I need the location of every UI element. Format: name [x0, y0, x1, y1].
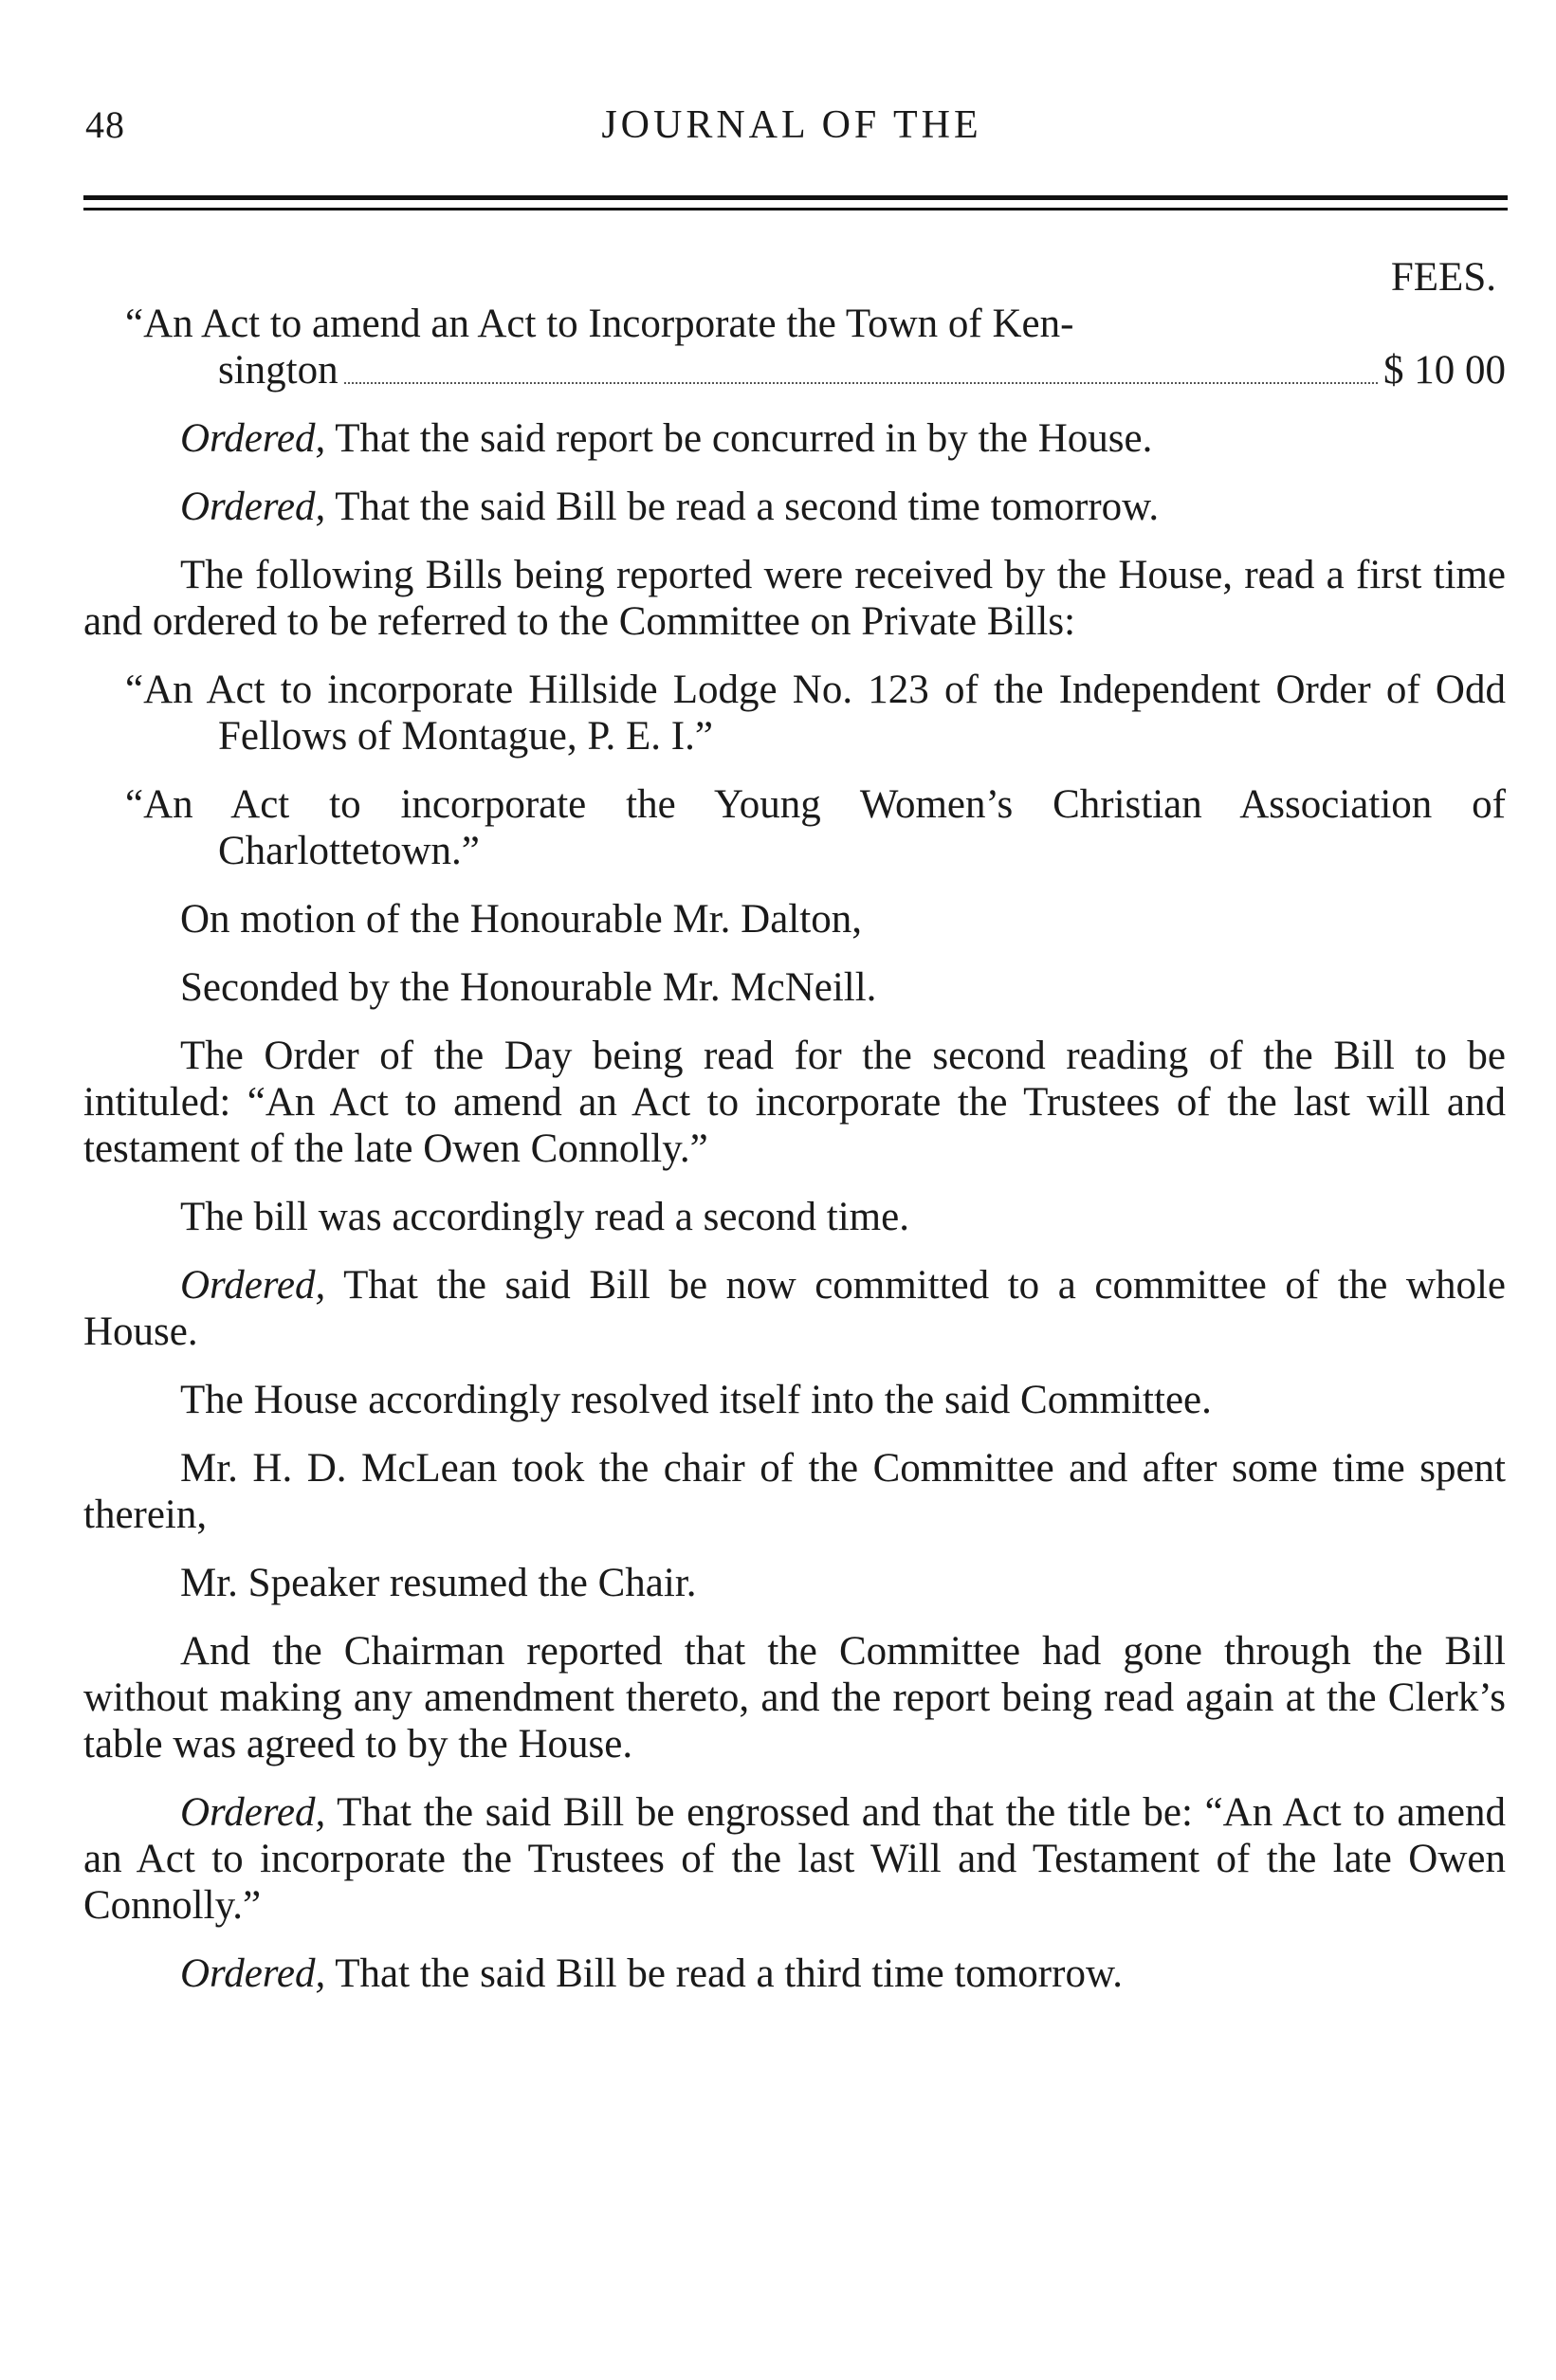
- ordered-label: Ordered,: [180, 416, 326, 461]
- paragraph-seconded: Seconded by the Honourable Mr. McNeill.: [180, 965, 877, 1010]
- paragraph-ordered-2: [83, 484, 1506, 530]
- paragraph-committee: The House accordingly resolved itself into the said Committee.: [180, 1378, 1212, 1422]
- header-rule-thin: [83, 208, 1508, 211]
- fee-entry-line1: “An Act to amend an Act to Incorporate the Town of Ken-: [125, 302, 1074, 346]
- ordered-label: Ordered,: [180, 1790, 326, 1835]
- fees-heading: FEES.: [1390, 255, 1496, 300]
- page-header: [85, 102, 1498, 159]
- paragraph-second-reading: The bill was accordingly read a second time.: [180, 1195, 909, 1239]
- fee-entry-line2: [83, 347, 1506, 394]
- paragraph-text: That the said report be concurred in by the House.: [335, 416, 1153, 461]
- paragraph-text: That the said Bill be engrossed and that the title be: “An Act to amend an Act to incorporate the Trustees of the last Will and Testament of the late Owen Connolly.”: [83, 1790, 1506, 1928]
- bill-ywca: “An Act to incorporate the Young Women’s Christian Association of Charlottetown.”: [125, 782, 1506, 873]
- dot-leader: [344, 382, 1378, 384]
- running-head: JOURNAL OF THE: [601, 103, 982, 147]
- header-rule-thick: [83, 195, 1508, 200]
- paragraph-text: That the said Bill be read a third time tomorrow.: [335, 1951, 1123, 1996]
- ordered-label: Ordered,: [180, 485, 326, 529]
- bill-hillside-lodge: “An Act to incorporate Hillside Lodge No. 123 of the Independent Order of Odd Fellows of Montague, P. E. I.”: [125, 668, 1506, 759]
- paragraph-text: That the said Bill be now committed to a committee of the whole House.: [83, 1263, 1506, 1354]
- paragraph-motion: On motion of the Honourable Mr. Dalton,: [180, 897, 862, 942]
- paragraph-speaker: Mr. Speaker resumed the Chair.: [180, 1561, 697, 1605]
- paragraph-ordered-5: [83, 1950, 1506, 1997]
- paragraph-chair: Mr. H. D. McLean took the chair of the Committee and after some time spent therein,: [83, 1446, 1506, 1537]
- page-number: 48: [85, 103, 125, 146]
- paragraph-order-of-day: The Order of the Day being read for the second reading of the Bill to be intituled: “An Act to amend an Act to incorporate the Trustees of the last will and testament of the late Owen Connolly.”: [83, 1034, 1506, 1171]
- body-text: [83, 254, 1506, 1997]
- fee-amount: $ 10 00: [1383, 348, 1506, 393]
- fee-entry-text: sington: [218, 348, 339, 393]
- paragraph-ordered-4: [83, 1789, 1506, 1929]
- paragraph-text: That the said Bill be read a second time tomorrow.: [335, 485, 1160, 529]
- paragraph-chairman-report: And the Chairman reported that the Committee had gone through the Bill without making any amendment thereto, and the report being read again at the Clerk’s table was agreed to by the House.: [83, 1629, 1506, 1767]
- ordered-label: Ordered,: [180, 1951, 326, 1996]
- paragraph-bills-reported: The following Bills being reported were received by the House, read a first time and ordered to be referred to the Committee on Private Bills:: [83, 553, 1506, 644]
- paragraph-ordered-3: [83, 1262, 1506, 1355]
- paragraph-ordered-1: [83, 415, 1506, 462]
- ordered-label: Ordered,: [180, 1263, 326, 1308]
